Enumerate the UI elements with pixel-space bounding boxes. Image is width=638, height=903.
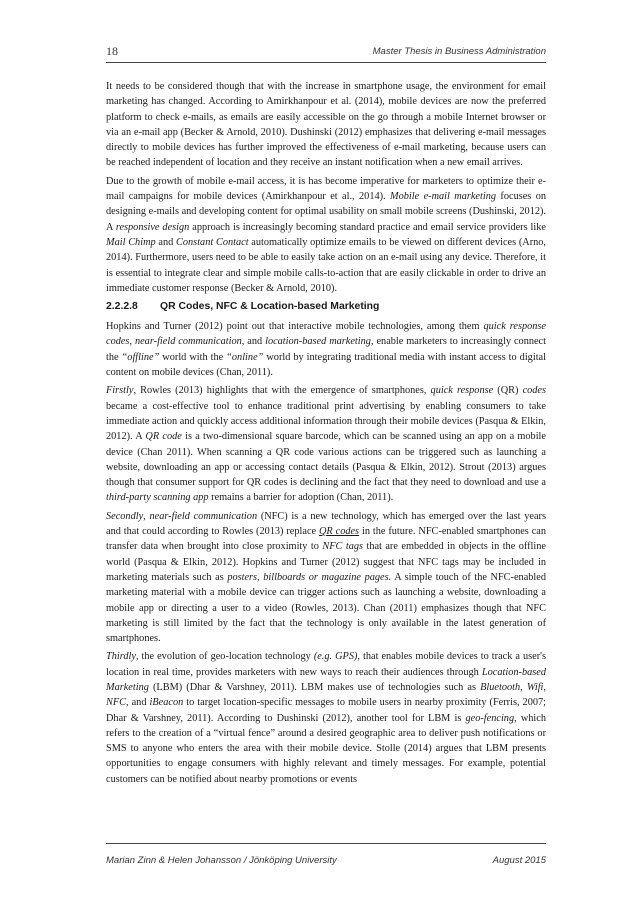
italic-term: quick response codes (106, 321, 546, 348)
text-run: world with the (159, 351, 227, 363)
italic-term: codes (522, 385, 547, 397)
text-run: , and (126, 697, 150, 709)
page-header (106, 44, 546, 60)
italic-term: Secondly (106, 510, 144, 522)
section-number: 2.2.2.8 (106, 301, 138, 313)
italic-term: Mail Chimp (106, 236, 156, 248)
header-rule (106, 62, 546, 63)
text-run: focuses on designing e-mails and developing content for optimal usability on small mobile screens (Dushinski, 2012). A (106, 191, 546, 233)
paragraph-email-marketing: It needs to be considered though that with the increase in smartphone usage, the environment for email marketing has changed. According to Amirkhanpour et al. (2014), mobile devices are now the preferred platform to check e-mails, as emails are easily accessible on the go through a mobile Internet browser or via an e-mail app (Becker & Arnold, 2010). Dushinski (2012) emphasizes that delivering e-mail messages directly to mobile devices has further improved the effectiveness of e-mail marketing, because users can be reached independent of location and they receive an instant notification when a new email arrives. (106, 81, 546, 169)
italic-term: responsive design (115, 221, 190, 233)
italic-term: geo-fencing (465, 712, 515, 724)
italic-term: iBeacon (149, 697, 184, 709)
italic-term: Mobile e-mail marketing (390, 191, 497, 203)
italic-term: near-field communication (134, 336, 242, 348)
italic-term: Firstly (106, 385, 134, 397)
text-run: , the evolution of geo-location technology (135, 651, 314, 663)
body-text (106, 79, 546, 790)
italic-term: location-based marketing (265, 336, 371, 348)
italic-term: Wifi (526, 681, 544, 693)
paragraph-interactive-tech (106, 319, 546, 380)
text-run: in the future. NFC-enabled smartphones can transfer data when brought into close proximity to (106, 526, 546, 553)
text-run: , enable marketers to increasingly connect the (106, 336, 546, 363)
text-run: A simple touch of the NFC-enabled marketing material with a mobile device can trigger actions such as launching a website, downloading a mobile app or directing a user to a video (Rowles, 2013). Chan (2011) emphasizes though that NFC marketing is still limited by the fact that the technology is only available in the latest generation of smartphones. (106, 571, 546, 645)
running-title: Master Thesis in Business Administration (372, 46, 546, 57)
italic-term: near-field communication (149, 510, 258, 522)
italic-term: (e.g. GPS) (313, 651, 358, 663)
italic-term: QR code (145, 431, 182, 443)
italic-term: QR codes (319, 526, 360, 538)
text-run: , (543, 681, 546, 693)
text-run: (QR) (493, 385, 523, 397)
text-run: (LBM) (Dhar & Varshney, 2011). LBM makes use of technologies such as (148, 681, 481, 693)
section-title: QR Codes, NFC & Location-based Marketing (160, 301, 380, 313)
text-run: Due to the growth of mobile e-mail access, it is has become imperative for marketers to optimize their e-mail campaigns for mobile devices (Amirkhanpour et al., 2014). (106, 175, 546, 203)
italic-term: “online” (226, 351, 264, 363)
italic-term: NFC tags (322, 541, 364, 553)
text-run: world by integrating traditional media with instant access to digital content on mobile devices (Chan, 2011). (106, 351, 546, 379)
text-run: and (155, 236, 177, 248)
footer-date: August 2015 (492, 855, 546, 866)
italic-term: Bluetooth (480, 681, 521, 693)
text-run: (NFC) is a new technology, which has emerged over the last years and that could according to Rowles (2013) replace (106, 510, 546, 538)
italic-term: quick response (430, 385, 494, 397)
text-run: to target location-specific messages to mobile users in nearby proximity (Ferris, 2007; Dhar & Varshney, 2011). According to Dushinski (2012), another tool for LBM is (106, 697, 547, 724)
footer-authors: Marian Zinn & Helen Johansson / Jönköping University (106, 855, 337, 866)
text-run: , that enables mobile devices to track a user's location in real time, provides marketers with new ways to reach their audiences through (106, 651, 546, 678)
paragraph-location-based (106, 649, 546, 787)
paragraph-mobile-email (106, 174, 546, 296)
italic-term: Constant Contact (176, 236, 249, 248)
text-run: , Rowles (2013) highlights that with the emergence of smartphones, (133, 385, 431, 397)
italic-term: “offline” (121, 351, 160, 363)
text-run: that are embedded in objects in the offline world (Pasqua & Elkin, 2012). Hopkins and Turner (2012) suggest that NFC tags may be included in marketing materials such as (106, 541, 546, 583)
text-run: , which refers to the creation of a “virtual fence” around a desired geographic area to deliver push notifications or SMS to anyone who enters the area with their mobile device. Stolle (2014) argues that LBM presents opportunities to engage consumers with highly relevant and timely messages. For example, potential customers can be notified about nearby promotions or events (106, 712, 546, 785)
text-run: , (129, 336, 135, 348)
italic-term: NFC (106, 697, 127, 709)
text-run: Hopkins and Turner (2012) point out that interactive mobile technologies, among them (106, 321, 484, 333)
text-run: became a cost-effective tool to enhance traditional print advertising by enabling consumers to take immediate action and quickly access additional information through their mobile devices (Pasqua & Elkin, 2012). A (106, 400, 546, 443)
italic-term: Location-based Marketing (106, 666, 546, 693)
italic-term: Thirdly (106, 651, 136, 663)
text-run: , and (241, 336, 266, 348)
paragraph-nfc (106, 509, 546, 647)
text-run: , (143, 510, 150, 522)
italic-term: third-party scanning app (106, 492, 209, 504)
text-run: is a two-dimensional square barcode, which can be scanned using an app on a mobile device (Chan 2011). When scanning a QR code various actions can be triggered such as launching a website, downloading an app or accessing contact details (Pasqua & Elkin, 2012). Strout (2013) argues though that consumer support for QR codes is declining and the fact that they need to download and use a (106, 431, 546, 489)
paragraph-qr-codes (106, 383, 546, 505)
text-run: automatically optimize emails to be viewed on different devices (Arno, 2014). Furthermore, users need to be able to easily take action on an e-mail using any device. Therefore, it is essential to integrate clear and simple mobile calls-to-action that are easily clickable in order to drive an immediate customer response (Becker & Arnold, 2010). (106, 236, 547, 294)
page-footer (106, 855, 546, 869)
text-run: remains a barrier for adoption (Chan, 2011). (208, 492, 394, 504)
text-run: approach is increasingly becoming standard practice and email service providers like (189, 221, 546, 233)
italic-term: posters, billboards or magazine pages. (227, 571, 392, 583)
text-run: , (520, 681, 527, 693)
page-number: 18 (106, 44, 118, 58)
section-heading (106, 299, 546, 315)
footer-rule (106, 843, 546, 844)
